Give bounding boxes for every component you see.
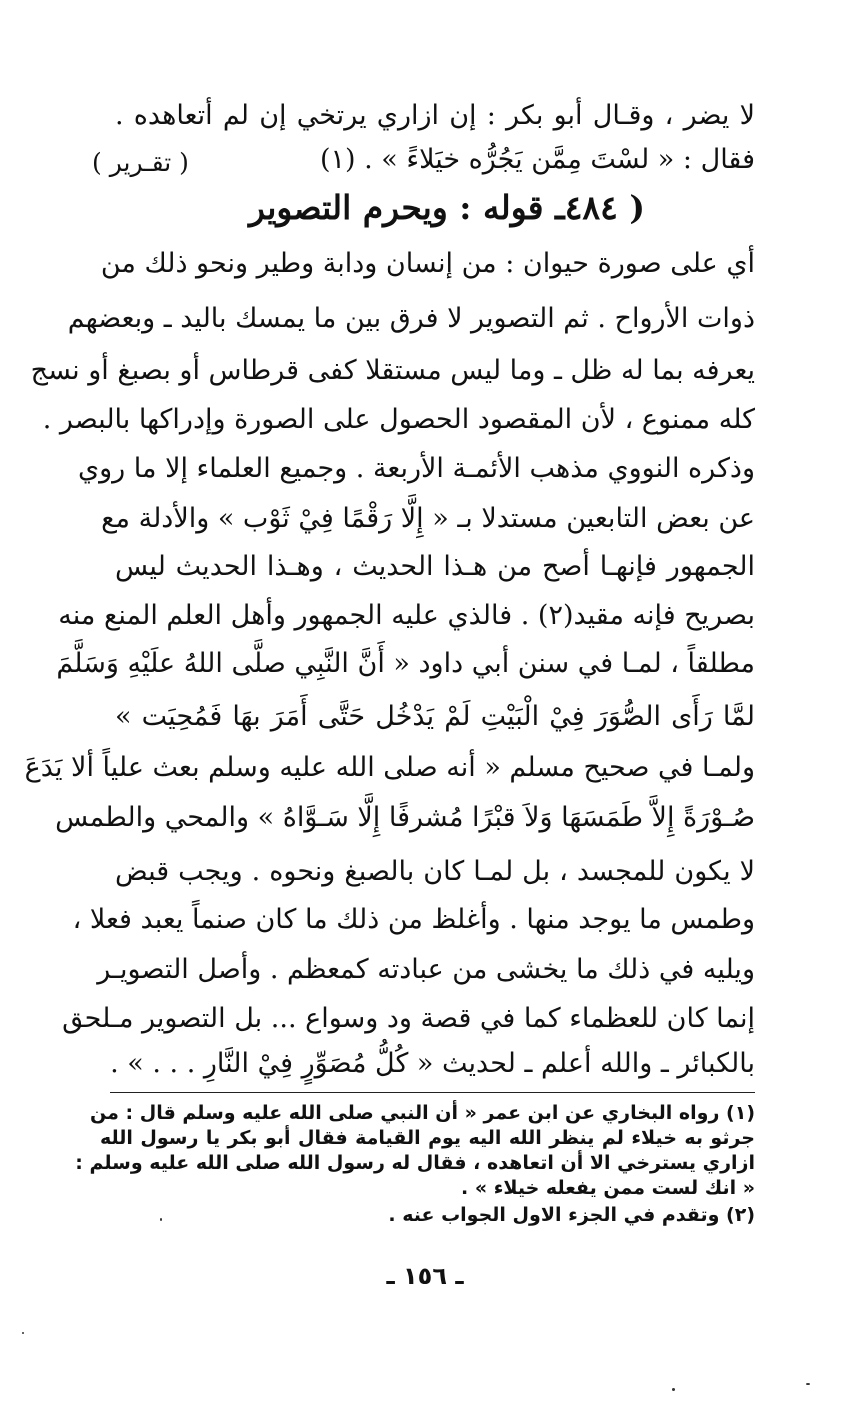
body-line: فقال : « لسْتَ مِمَّن يَجُرُّه خيَلاءً » . (١)	[319, 144, 755, 175]
body-line: لا يكون للمجسد ، بل لمـا كان بالصبغ ونحوه . ويجب قبض	[115, 856, 755, 887]
body-line: وذكره النووي مذهب الأئمـة الأربعة . وجميع العلماء إلا ما روي	[78, 453, 755, 484]
section-label: ( تقـرير )	[92, 148, 189, 177]
scan-speck	[672, 1388, 675, 1391]
body-line: بالكبائر ـ والله أعلم ـ لحديث « كُلُّ مُصَوِّرٍ فِيْ النَّارِ . . . » .	[110, 1048, 755, 1079]
scan-speck	[806, 1383, 810, 1385]
footnote-line: (١) رواه البخاري عن ابن عمر « أن النبي صلى الله عليه وسلم قال : من	[90, 1102, 755, 1124]
body-line: الجمهور فإنهـا أصح من هـذا الحديث ، وهـذا الحديث ليس	[115, 551, 755, 582]
body-line: أي على صورة حيوان : من إنسان ودابة وطير ونحو ذلك من	[100, 248, 755, 279]
footnote-line: ازاري يسترخي الا أن اتعاهده ، فقال له رسول الله صلى الله عليه وسلم :	[75, 1152, 755, 1174]
body-line: ذوات الأرواح . ثم التصوير لا فرق بين ما يمسك باليد ـ وبعضهم	[67, 303, 755, 334]
scan-speck	[160, 1218, 162, 1221]
page-number: ـ ١٥٦ ـ	[386, 1262, 464, 1290]
body-line: صُـوْرَةً إِلاَّ طَمَسَهَا وَلاَ قبْرًا مُشرفًا إِلَّا سَـوَّاهُ » والمحي والطمس	[55, 802, 755, 833]
section-heading: ( ٤٨٤ـ قوله : ويحرم التصوير	[249, 188, 645, 227]
body-line: بصريح فإنه مقيد(٢) . فالذي عليه الجمهور وأهل العلم المنع منه	[58, 600, 755, 631]
footnote-line: (٢) وتقدم في الجزء الاول الجواب عنه .	[388, 1204, 755, 1226]
footnote-line: « انك لست ممن يفعله خيلاء » .	[461, 1177, 755, 1199]
body-line: وطمس ما يوجد منها . وأغلظ من ذلك ما كان صنماً يعبد فعلا ،	[72, 904, 755, 935]
footnote-line: جرثو به خيلاء لم ينظر الله اليه يوم القيامة فقال أبو بكر يا رسول الله	[100, 1127, 755, 1149]
body-line: يعرفه بما له ظل ـ وما ليس مستقلا كفى قرطاس أو بصبغ أو نسج	[30, 355, 755, 386]
body-line: كله ممنوع ، لأن المقصود الحصول على الصورة وإدراكها بالبصر .	[42, 404, 755, 435]
body-line: إنما كان للعظماء كما في قصة ود وسواع ... بل التصوير مـلحق	[62, 1003, 755, 1034]
body-line: ولمـا في صحيح مسلم « أنه صلى الله عليه وسلم بعث علياً ألا يَدَعَ	[24, 752, 755, 783]
body-line: لا يضر ، وقـال أبو بكر : إن ازاري يرتخي إن لم أتعاهده .	[115, 100, 755, 131]
footnote-divider	[110, 1092, 755, 1093]
body-line: مطلقاً ، لمـا في سنن أبي داود « أَنَّ النَّبِي صلَّى اللهُ علَيْهِ وَسَلَّمَ	[56, 648, 755, 679]
body-line: عن بعض التابعين مستدلا بـ « إِلَّا رَقْمًا فِيْ ثَوْب » والأدلة مع	[101, 503, 755, 534]
body-line: ويليه في ذلك ما يخشى من عبادته كمعظم . وأصل التصويـر	[97, 954, 755, 985]
body-line: لمَّا رَأَى الصُّوَرَ فِيْ الْبَيْتِ لَمْ يَدْخُل حَتَّى أَمَرَ بهَا فَمُحِيَت »	[115, 701, 755, 732]
scan-speck	[22, 1332, 24, 1334]
